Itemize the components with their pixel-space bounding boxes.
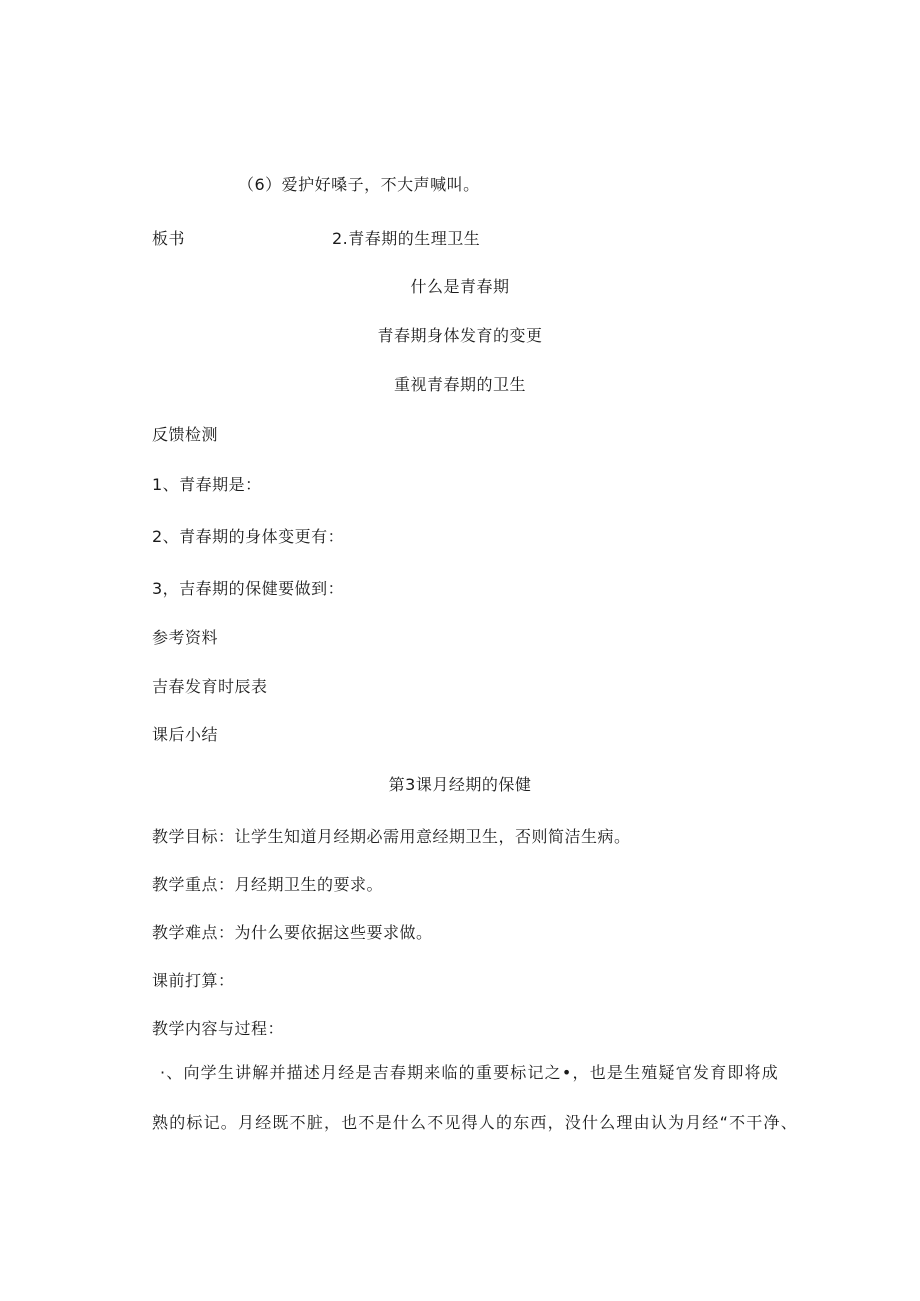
- teaching-difficulty: 教学难点：为什么要依据这些要求做。: [152, 923, 433, 942]
- question-1: 1、青春期是：: [152, 475, 262, 494]
- board-label: 板书: [152, 229, 186, 248]
- section-heading-feedback: 反馈检测: [152, 425, 219, 444]
- teaching-goal: 教学目标：让学生知道月经期必需用意经期卫生，否则简洁生病。: [152, 827, 631, 846]
- body-paragraph-line-2: 熟的标记。月经既不脏，也不是什么不见得人的东西，没什么理由认为月经“不干净、: [152, 1113, 798, 1132]
- teaching-process: 教学内容与过程：: [152, 1019, 285, 1038]
- teaching-focus: 教学重点：月经期卫生的要求。: [152, 875, 384, 894]
- board-title: 2.青春期的生理卫生: [332, 229, 481, 248]
- lesson-title: 第3课月经期的保健: [388, 775, 532, 794]
- board-item-2: 青春期身体发育的变更: [377, 326, 543, 345]
- list-item-6: （6）爱护好嗓子，不大声喊叫。: [238, 175, 480, 194]
- lesson-prep: 课前打算：: [152, 971, 235, 990]
- question-3: 3，吉春期的保健要做到：: [152, 579, 345, 598]
- reference-item: 吉春发育时辰表: [152, 677, 268, 696]
- question-2: 2、青春期的身体变更有：: [152, 527, 345, 546]
- board-item-3: 重视青春期的卫生: [393, 375, 526, 394]
- board-item-1: 什么是青春期: [410, 277, 510, 296]
- section-heading-summary: 课后小结: [152, 725, 219, 744]
- section-heading-reference: 参考资料: [152, 628, 219, 647]
- body-paragraph-line-1: ·、向学生讲解并描述月经是吉春期来临的重要标记之•，也是生殖疑官发育即将成: [160, 1063, 779, 1082]
